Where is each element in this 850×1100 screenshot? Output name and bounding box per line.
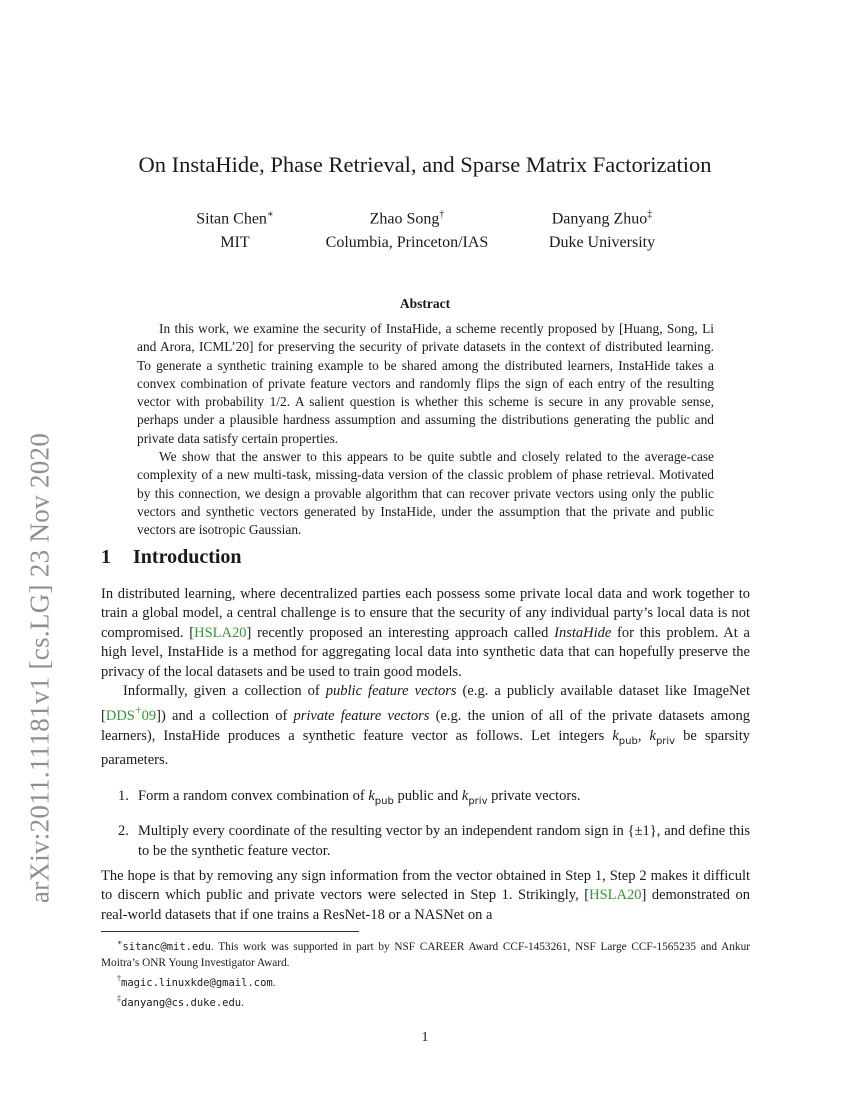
text-run: Form a random convex combination of <box>138 788 369 804</box>
math-var: k <box>649 727 656 744</box>
author-affiliation: Duke University <box>548 234 656 252</box>
author-block <box>326 203 489 255</box>
footnote <box>101 991 750 1011</box>
math-var: k <box>461 788 469 804</box>
footnote-rule <box>101 931 359 932</box>
email-link[interactable]: danyang@cs.duke.edu <box>121 996 242 1009</box>
author-affiliation: MIT <box>220 234 250 252</box>
footnote-mark: ∗ <box>117 938 123 947</box>
abstract-paragraph: In this work, we examine the security of InstaHide, a scheme recently proposed by [Huang, Song, Li and Arora, ICML’20] for preserving the security of private datasets in the context of distributed learning. To generate a synthetic training example to be shared among the distributed learners, InstaHide takes a convex combination of private feature vectors and randomly flips the sign of each entry of the resulting vector with probability 1/2. A salient question is whether this scheme is secure in any provable sense, perhaps under a plausible hardness assumption and assuming the distributions generating the public and private data satisfy certain properties. <box>137 321 714 446</box>
abstract <box>137 320 714 540</box>
emphasis: private feature vectors <box>293 708 430 725</box>
text-run: ]) and a collection of <box>156 708 294 725</box>
footnote <box>101 971 750 991</box>
section-heading <box>101 546 242 569</box>
citation-year: 09 <box>141 708 157 725</box>
step-list <box>101 787 750 861</box>
math-sub: priv <box>655 735 676 747</box>
author-block <box>549 203 655 255</box>
citation-sup: + <box>134 703 142 718</box>
emphasis: InstaHide <box>554 624 612 641</box>
math-var: k <box>368 788 375 804</box>
footnotes <box>101 935 750 1010</box>
footnote-mark: ‡ <box>117 993 121 1003</box>
email-link[interactable]: magic.linuxkde@gmail.com <box>121 976 273 989</box>
text-run: public and <box>393 788 462 804</box>
list-item <box>101 787 750 811</box>
paragraph: Informally, given a collection of public feature vectors (e.g. a publicly available dataset like ImageNet [DDS+09]) and a collection of private feature vectors (e.g. the union of all of the private datasets among learners), InstaHide produces a synthetic feature vector as follows. Let integers $k_{pub}$, $k_{priv}$ be sparsity parameters. <box>101 683 750 768</box>
arxiv-identifier: arXiv:2011.11181v1 [cs.LG] 23 Nov 2020 <box>24 432 55 904</box>
list-marker: 1. <box>118 788 129 804</box>
text-run: ] demonstrated on real-world datasets that if one trains a ResNet-18 or a NASNet on a <box>101 887 750 923</box>
author-mark: ‡ <box>647 209 653 220</box>
page-number: 1 <box>421 1030 429 1045</box>
author-block <box>196 203 273 255</box>
text-run: be sparsity parameters. <box>101 727 750 768</box>
list-item <box>101 822 750 861</box>
footnote-text: . This work was supported in part by NSF CAREER Award CCF-1453261, NSF Large CCF-1565235 and Ankur Moitra’s ONR Young Investigator Award. <box>101 940 750 969</box>
author-name: Sitan Chen <box>196 210 267 228</box>
author-mark: ∗ <box>266 209 274 220</box>
section-title: Introduction <box>133 546 242 568</box>
text-run: ] recently proposed an interesting approach called <box>246 624 555 641</box>
text-run: (e.g. the union of all of the private datasets among learners), InstaHide produces a synthetic feature vector as follows. Let integers <box>101 708 750 744</box>
text-run: (e.g. a publicly available dataset like ImageNet [ <box>101 683 750 725</box>
emphasis: public feature vectors <box>325 683 457 700</box>
section-number: 1 <box>101 546 111 568</box>
math-sub: priv <box>468 795 488 807</box>
email-link[interactable]: sitanc@mit.edu <box>122 940 211 953</box>
citation-link[interactable]: HSLA20 <box>194 624 247 641</box>
footnote-text: . <box>272 976 276 989</box>
text-run: The hope is that by removing any sign information from the vector obtained in Step 1, Step 2 makes it difficult to discern which public and private vectors were selected in Step 1. Strikingly, [ <box>101 868 750 904</box>
text-run: Multiply every coordinate of the resulting vector by an independent random sign in {±1}, and define this to be the synthetic feature vector. <box>138 823 750 859</box>
text-run: Informally, given a collection of <box>123 683 326 700</box>
footnote-mark: † <box>117 973 121 983</box>
author-name: Zhao Song <box>369 210 440 228</box>
math-sub: pub <box>618 735 638 747</box>
author-name: Danyang Zhuo <box>551 210 648 228</box>
continuation-text <box>101 867 750 925</box>
math-var: k <box>612 727 619 744</box>
citation-link[interactable] <box>105 703 157 725</box>
footnote <box>101 935 750 971</box>
paper-title: On InstaHide, Phase Retrieval, and Sparse Matrix Factorization <box>138 152 712 177</box>
author-affiliation: Columbia, Princeton/IAS <box>325 234 489 252</box>
list-marker: 2. <box>118 823 129 840</box>
intro-text <box>101 585 750 770</box>
citation-link[interactable]: HSLA20 <box>589 887 642 904</box>
abstract-paragraph: We show that the answer to this appears to be quite subtle and closely related to the average-case complexity of a new multi-task, missing-data version of the classic problem of phase retrieval. Motivated by this connection, we design a provable algorithm that can recover private vectors using only the public vectors and synthetic vectors generated by InstaHide, under the assumption that the private and public vectors are isotropic Gaussian. <box>137 449 714 538</box>
author-mark: † <box>439 209 445 220</box>
text-run: private vectors. <box>487 788 581 804</box>
abstract-heading: Abstract <box>399 296 451 311</box>
citation-key: DDS <box>105 708 135 725</box>
paragraph <box>101 867 750 925</box>
text-run: for this problem. At a high level, InstaHide is a method for aggregating local data into synthetic data that can hopefully preserve the privacy of the local datasets and be used to train good models. <box>101 624 750 680</box>
paragraph <box>101 585 750 682</box>
text-run: In distributed learning, where decentralized parties each possess some private local data and work together to train a global model, a central challenge is to ensure that the security of any individual party’s local data is not compromised. [ <box>101 586 750 641</box>
math-sub: pub <box>374 795 394 807</box>
footnote-text: . <box>241 996 244 1009</box>
